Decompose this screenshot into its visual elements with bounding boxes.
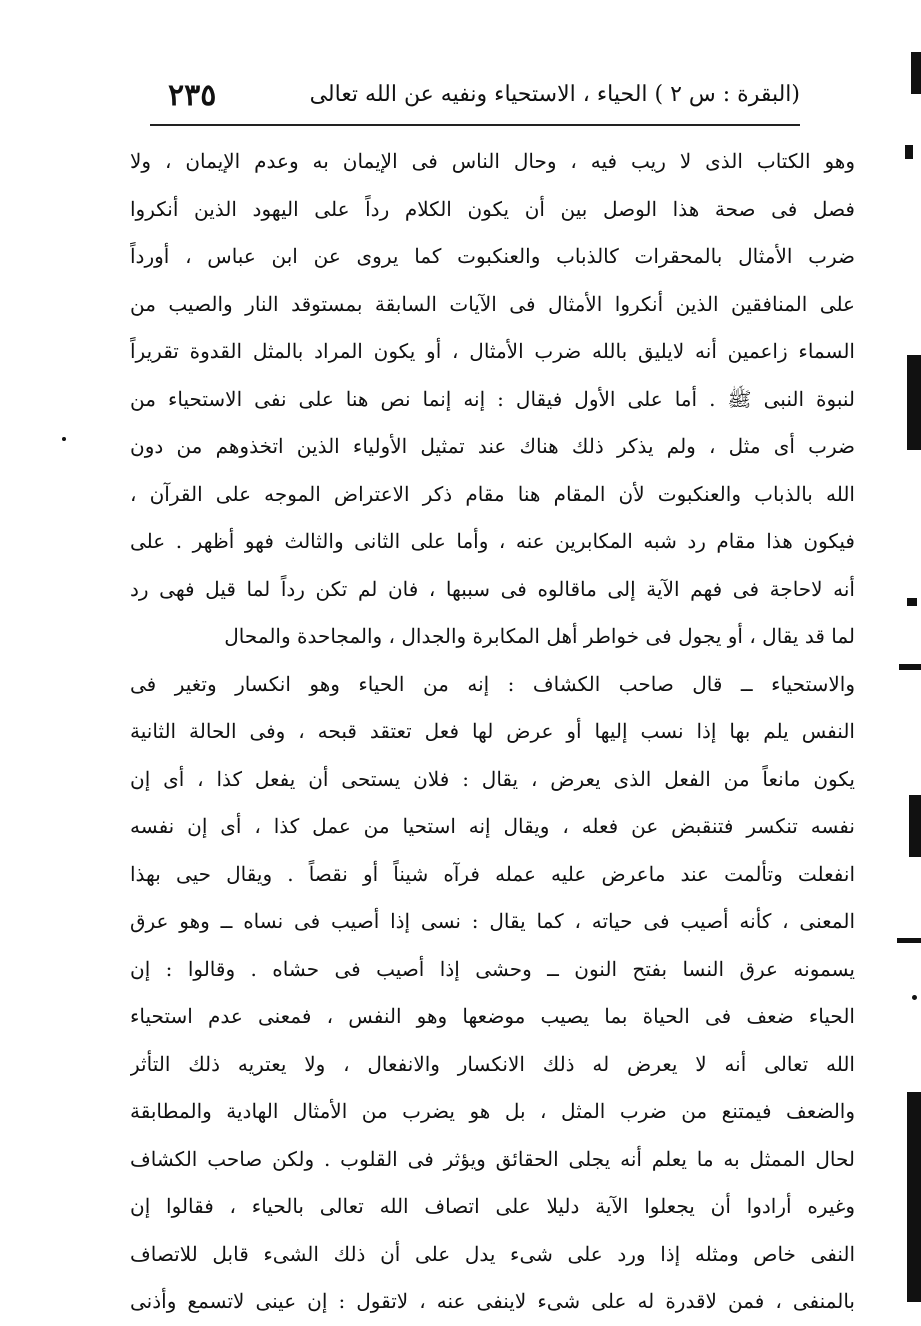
text-line: ضرب أى مثل ، ولم يذكر ذلك هناك عند تمثيل الأولياء الذين اتخذوهم من دون xyxy=(130,434,855,458)
text-line: المعنى ، كأنه أصيب فى حياته ، كما يقال : نسى إذا أصيب فى نساه ــ وهو عرق xyxy=(130,909,855,933)
header-rule xyxy=(150,124,800,126)
page-number: ٢٣٥ xyxy=(168,78,217,113)
scan-edge-mark xyxy=(907,355,921,450)
text-line: لحال الممثل به ما يعلم أنه يجلى الحقائق ويؤثر فى القلوب . ولكن صاحب الكشاف xyxy=(130,1146,855,1171)
scan-edge-mark xyxy=(899,664,921,670)
text-line: يكون مانعاً من الفعل الذى يعرض ، يقال : فلان يستحى أن يفعل كذا ، أى إن xyxy=(130,766,855,791)
text-line: ضرب الأمثال بالمحقرات كالذباب والعنكبوت كما يروى عن ابن عباس ، أورداً xyxy=(130,244,855,268)
text-line: الله تعالى أنه لا يعرض له ذلك الانكسار والانفعال ، ولا يعتريه ذلك التأثر xyxy=(130,1051,855,1076)
text-line: فيكون هذا مقام رد شبه المكابرين عنه ، وأما على الثانى والثالث فهو أظهر . على xyxy=(130,529,855,553)
text-line: النفى خاص ومثله إذا ورد على شىء يدل على أن ذلك الشىء قابل للاتصاف xyxy=(130,1241,855,1266)
text-line: انفعلت وتألمت عند ماعرض عليه عمله فرآه شيناً أو نقصاً . ويقال حيى بهذا xyxy=(130,861,855,886)
scan-edge-mark xyxy=(905,145,913,159)
scan-speck xyxy=(62,437,66,441)
scan-edge-mark xyxy=(909,795,921,857)
text-line: نفسه تنكسر فتنقبض عن فعله ، ويقال إنه استحيا من عمل كذا ، أى إن نفسه xyxy=(130,814,855,838)
scan-edge-mark xyxy=(907,1092,921,1302)
text-line: والضعف فيمتنع من ضرب المثل ، بل هو يضرب من الأمثال الهادية والمطابقة xyxy=(130,1099,855,1123)
text-line: بالمنفى ، فمن لاقدرة له على شىء لاينفى عنه ، لاتقول : إن عينى لاتسمع وأذنى xyxy=(130,1289,855,1313)
text-line: الحياء ضعف فى الحياة بما يصيب موضعها وهو النفس ، فمعنى عدم استحياء xyxy=(130,1004,855,1028)
text-line: وهو الكتاب الذى لا ريب فيه ، وحال الناس فى الإيمان به وعدم الإيمان ، ولا xyxy=(130,149,855,173)
text-line: والاستحياء ــ قال صاحب الكشاف : إنه من الحياء وهو انكسار وتغير فى xyxy=(130,671,855,696)
scan-speck xyxy=(912,995,917,1000)
text-line: الله بالذباب والعنكبوت لأن المقام هنا مقام ذكر الاعتراض الموجه على القرآن ، xyxy=(130,481,855,506)
scan-edge-mark xyxy=(897,938,921,943)
scan-edge-mark xyxy=(907,598,917,606)
text-line: على المنافقين الذين أنكروا الأمثال فى الآيات السابقة بمستوقد النار والصيب من xyxy=(130,291,855,316)
text-line: النفس يلم بها إذا نسب إليها أو عرض لها فعل تعتقد قبحه ، وفى الحالة الثانية xyxy=(130,719,855,743)
page-header xyxy=(150,78,800,122)
text-line: فصل فى صحة هذا الوصل بين أن يكون الكلام رداً على اليهود الذين أنكروا xyxy=(130,196,855,221)
scan-edge-mark xyxy=(911,52,921,94)
text-line: يسمونه عرق النسا بفتح النون ــ وحشى إذا أصيب فى حشاه . وقالوا : إن xyxy=(130,956,855,981)
text-line: لنبوة النبى ﷺ . أما على الأول فيقال : إنه إنما نص هنا على نفى الاستحياء من xyxy=(130,386,855,411)
text-line: أنه لاحاجة فى فهم الآية إلى ماقالوه فى سببها ، فان لم تكن رداً لما قيل فهى رد xyxy=(130,576,855,601)
text-line: لما قد يقال ، أو يجول فى خواطر أهل المكابرة والجدال ، والمجاحدة والمحال xyxy=(224,624,855,648)
text-line: وغيره أرادوا أن يجعلوا الآية دليلا على اتصاف الله تعالى بالحياء ، فقالوا إن xyxy=(130,1194,855,1218)
running-title: (البقرة : س ٢ ) الحياء ، الاستحياء ونفيه عن الله تعالى xyxy=(309,82,800,107)
text-line: السماء زاعمين أنه لايليق بالله ضرب الأمثال ، أو يكون المراد بالمثل القدوة تقريراً xyxy=(130,339,855,363)
body-text xyxy=(130,138,855,1326)
